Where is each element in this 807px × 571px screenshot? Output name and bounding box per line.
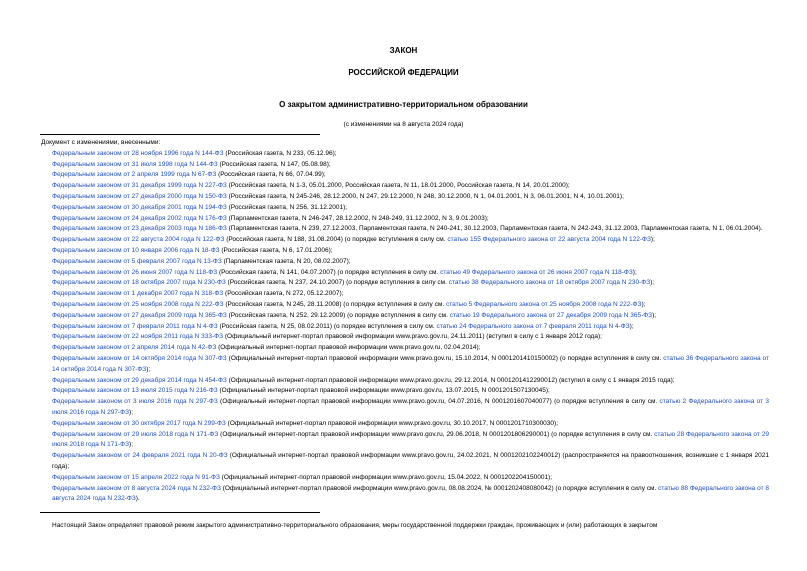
effective-article-link[interactable]: статью 19 Федерального закона от 27 декабря 2009 года N 365-ФЗ [449, 311, 653, 319]
amendment-source-text: (Российская газета, N 237, 24.10.2007) (о порядке вступления в силу см. [225, 279, 449, 287]
amendment-source-text: (Официальный интернет-портал правовой информации www.pravo.gov.ru, 15.10.2014, N 0001201410150002) (о порядке вступления в силу см. [226, 354, 664, 362]
amendment-item [41, 224, 769, 235]
edition-note: (с изменениями на 8 августа 2024 года) [343, 121, 464, 128]
amendment-law-link[interactable]: Федеральным законом от 24 февраля 2021 года N 20-ФЗ [52, 452, 228, 460]
amendment-source-text: (Российская газета, N 245-246, 28.12.2000, N 247, 29.12.2000, N 248, 30.12.2000, N 1, 04.01.2001, N 3, 06.01.2001, N 4, 10.01.2001); [226, 192, 624, 200]
effective-article-link[interactable]: статью 5 Федерального закона от 25 ноября 2008 года N 222-ФЗ [445, 300, 642, 308]
amendment-law-link[interactable]: Федеральным законом от 27 декабря 2000 года N 150-ФЗ [52, 192, 227, 200]
amendment-source-text: (Официальный интернет-портал правовой информации www.pravo.gov.ru, 13.07.2015, N 0001201507130045); [217, 387, 550, 395]
amendment-tail-text: ); [650, 279, 655, 287]
effective-article-link[interactable]: статью 38 Федерального закона от 18 октября 2007 года N 230-ФЗ [448, 279, 651, 287]
amendment-law-link[interactable]: Федеральным законом от 5 февраля 2007 года N 13-ФЗ [52, 257, 222, 265]
law-heading: ЗАКОН [389, 46, 418, 55]
effective-article-link[interactable]: статью 2 Федерального закона от 3 июля 2016 года N 297-ФЗ [52, 398, 769, 416]
amendment-source-text: (Российская газета, N 1-3, 05.01.2000, Российская газета, N 11, 18.01.2000, Российская газета, N 14, 20.01.2000); [226, 182, 570, 190]
amendment-source-text: (Официальный интернет-портал правовой информации www.pravo.gov.ru, 15.04.2022, N 0001202204150001); [219, 473, 553, 481]
amendment-source-text: (Официальный интернет-портал правовой информации www.pravo.gov.ru, 24.11.2011) (вступил в силу с 1 января 2012 года); [223, 333, 602, 341]
amendment-item [41, 257, 769, 268]
amendment-item [41, 484, 769, 506]
amendment-item [41, 268, 769, 279]
amendment-item [41, 322, 769, 333]
amendment-source-text: (Официальный интернет-портал правовой информации www.pravo.gov.ru, 02.04.2014); [216, 344, 481, 352]
changes-list [41, 138, 769, 505]
amendment-source-text: (Российская газета, N 6, 17.01.2006); [219, 246, 333, 254]
amendment-item [41, 160, 769, 171]
amendment-item [41, 386, 769, 397]
amendment-source-text: (Официальный интернет-портал правовой информации www.pravo.gov.ru, 29.12.2014, N 0001201412290012) (вступил в силу с 1 января 2015 года); [226, 376, 675, 384]
amendment-law-link[interactable]: Федеральным законом от 27 декабря 2009 года N 365-ФЗ [52, 311, 227, 319]
amendment-item [41, 311, 769, 322]
amendment-source-text: (Официальный интернет-портал правовой информации www.pravo.gov.ru, 08.08.2024, № 0001202408080042) (о порядке вступления в силу см. [220, 484, 659, 492]
amendment-item [41, 332, 769, 343]
top-divider [40, 134, 320, 135]
amendment-law-link[interactable]: Федеральным законом от 22 ноября 2011 года N 333-ФЗ [52, 333, 224, 341]
amendment-tail-text: ); [129, 408, 134, 416]
amendment-item [41, 289, 769, 300]
amendment-item [41, 343, 769, 354]
amendment-source-text: (Официальный интернет-портал правовой информации www.pravo.gov.ru, 04.07.2016, N 0001201607040077) (о порядке вступления в силу см. [217, 398, 660, 406]
amendment-tail-text: ); [652, 311, 657, 319]
amendment-tail-text: ); [632, 268, 637, 276]
amendment-source-text: (Официальный интернет-портал правовой информации www.pravo.gov.ru, 29.06.2018, N 0001201806290001) (о порядке вступления в силу см. [218, 430, 655, 438]
effective-article-link[interactable]: статью 24 Федерального закона от 7 февраля 2011 года N 4-ФЗ [436, 322, 630, 330]
amendment-source-text: (Российская газета, N 25, 08.02.2011) (о порядке вступления в силу см. [217, 322, 437, 330]
amendment-law-link[interactable]: Федеральным законом от 30 декабря 2001 года N 194-ФЗ [52, 203, 227, 211]
effective-article-link[interactable]: статью 88 Федерального закона от 8 августа 2024 года N 232-ФЗ [52, 484, 769, 503]
amendment-item [41, 376, 769, 387]
amendment-tail-text: ). [135, 495, 140, 503]
amendment-law-link[interactable]: Федеральным законом от 22 августа 2004 года N 122-ФЗ [52, 236, 225, 244]
amendment-source-text: (Официальный интернет-портал правовой информации www.pravo.gov.ru, 24.02.2021, N 0001202102240012) (распространяется на правоотношения, возникшие с 1 января 2021 года); [52, 452, 769, 470]
amendment-law-link[interactable]: Федеральным законом от 29 июля 2018 года N 171-ФЗ [52, 430, 219, 438]
amendment-law-link[interactable]: Федеральным законом от 10 января 2006 года N 18-ФЗ [52, 246, 220, 254]
amendment-source-text: (Российская газета, N 147, 05.08.98); [217, 160, 331, 168]
amendment-item [41, 192, 769, 203]
amendment-law-link[interactable]: Федеральным законом от 29 декабря 2014 года N 454-ФЗ [52, 376, 227, 384]
amendment-tail-text: ); [129, 441, 134, 449]
amendment-source-text: (Парламентская газета, N 246-247, 28.12.2002, N 248-249, 31.12.2002, N 3, 9.01.2003); [226, 214, 489, 222]
amendment-source-text: (Российская газета, N 256, 31.12.2001); [226, 203, 348, 211]
amendment-item [41, 354, 769, 376]
amendment-source-text: (Российская газета, N 272, 05.12.2007); [223, 290, 344, 298]
amendment-item [41, 149, 769, 160]
changes-intro: Документ с изменениями, внесенными: [41, 139, 161, 146]
amendment-item [41, 203, 769, 214]
amendment-law-link[interactable]: Федеральным законом от 28 ноября 1996 года N 144-ФЗ [52, 149, 224, 157]
amendment-item [41, 170, 769, 181]
amendment-item [41, 473, 769, 484]
amendment-source-text: (Российская газета, N 252, 29.12.2009) (о порядке вступления в силу см. [226, 311, 450, 319]
amendment-law-link[interactable]: Федеральным законом от 23 декабря 2003 года N 186-ФЗ [52, 225, 227, 233]
amendment-item [41, 397, 769, 419]
amendment-law-link[interactable]: Федеральным законом от 31 июля 1998 года N 144-ФЗ [52, 160, 218, 168]
amendment-source-text: (Официальный интернет-портал правовой информации www.pravo.gov.ru, 30.10.2017, N 0001201710300030); [225, 419, 558, 427]
amendment-tail-text: ); [629, 322, 634, 330]
amendment-item [41, 235, 769, 246]
amendment-item [41, 214, 769, 225]
amendment-source-text: (Парламентская газета, N 20, 08.02.2007); [221, 257, 351, 265]
amendment-item [41, 419, 769, 430]
amendment-item [41, 181, 769, 192]
document-title: О закрытом административно-территориальном образовании [279, 100, 528, 109]
amendment-law-link[interactable]: Федеральным законом от 7 февраля 2011 года N 4-ФЗ [52, 322, 218, 330]
amendment-source-text: (Российская газета, N 188, 31.08.2004) (о порядке вступления в силу см. [224, 236, 448, 244]
amendment-item [41, 451, 769, 473]
amendment-tail-text: ); [650, 236, 655, 244]
amendment-law-link[interactable]: Федеральным законом от 25 ноября 2008 года N 222-ФЗ [52, 300, 224, 308]
amendment-source-text: (Российская газета, N 233, 05.12.96); [223, 149, 337, 157]
amendment-source-text: (Парламентская газета, N 239, 27.12.2003, Парламентская газета, N 240-241, 30.12.2003, Парламентская газета, N 242-243, 31.12.2003, Парламентская газета, N 1, 06.01.2004). [226, 225, 763, 233]
amendment-tail-text: ); [146, 365, 151, 373]
bottom-divider [40, 512, 320, 513]
amendment-law-link[interactable]: Федеральным законом от 13 июля 2015 года N 216-ФЗ [52, 387, 218, 395]
amendment-law-link[interactable]: Федеральным законом от 26 июня 2007 года N 118-ФЗ [52, 268, 218, 276]
amendment-law-link[interactable]: Федеральным законом от 31 декабря 1999 года N 227-ФЗ [52, 182, 227, 190]
amendment-tail-text: ); [641, 300, 646, 308]
amendment-law-link[interactable]: Федеральным законом от 24 декабря 2002 года N 176-ФЗ [52, 214, 227, 222]
amendment-source-text: (Российская газета, N 245, 28.11.2008) (о порядке вступления в силу см. [223, 300, 446, 308]
country-heading: РОССИЙСКОЙ ФЕДЕРАЦИИ [348, 68, 459, 77]
amendment-law-link[interactable]: Федеральным законом от 15 апреля 2022 года N 91-ФЗ [52, 473, 220, 481]
effective-article-link[interactable]: статью 49 Федерального закона от 26 июня 2007 года N 118-ФЗ [440, 268, 633, 276]
amendment-law-link[interactable]: Федеральным законом от 14 октября 2014 года N 307-ФЗ [52, 354, 227, 362]
amendment-item [41, 300, 769, 311]
amendment-law-link[interactable]: Федеральным законом от 18 октября 2007 года N 230-ФЗ [52, 279, 226, 287]
amendment-law-link[interactable]: Федеральным законом от 2 апреля 2014 года N 42-ФЗ [52, 344, 217, 352]
amendment-law-link[interactable]: Федеральным законом от 30 октября 2017 года N 299-ФЗ [52, 419, 226, 427]
effective-article-link[interactable]: статью 28 Федерального закона от 29 июля 2018 года N 171-ФЗ [52, 430, 769, 449]
effective-article-link[interactable]: статью 36 Федерального закона от 14 октября 2014 года N 307-ФЗ [52, 354, 770, 373]
body-paragraph: Настоящий Закон определяет правовой режим закрытого административно-территориального образования, меры государственной поддержки граждан, проживающих и (или) работающих в закрытом [52, 522, 658, 529]
amendment-law-link[interactable]: Федеральным законом от 1 декабря 2007 года N 318-ФЗ [52, 290, 224, 298]
amendment-item [41, 278, 769, 289]
amendment-item [41, 246, 769, 257]
amendment-source-text: (Российская газета, N 141, 04.07.2007) (о порядке вступления в силу см. [217, 268, 441, 276]
amendment-law-link[interactable]: Федеральным законом от 3 июля 2016 года N 297-ФЗ [52, 398, 218, 406]
effective-article-link[interactable]: статью 155 Федерального закона от 22 августа 2004 года N 122-ФЗ [447, 236, 651, 244]
amendment-source-text: (Российская газета, N 66, 07.04.99); [216, 171, 326, 179]
amendment-law-link[interactable]: Федеральным законом от 2 апреля 1999 года N 67-ФЗ [52, 171, 217, 179]
amendment-law-link[interactable]: Федеральным законом от 8 августа 2024 года N 232-ФЗ [52, 484, 221, 492]
amendment-item [41, 430, 769, 452]
